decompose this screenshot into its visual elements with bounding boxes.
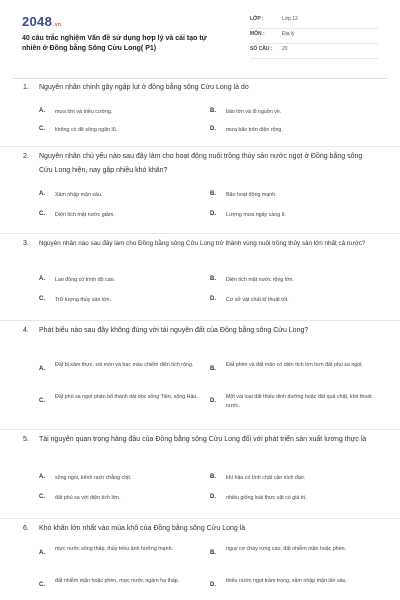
option-c[interactable] — [39, 490, 209, 510]
question-text: Tài nguyên quan trọng hàng đầu của Đồng bằng sông Cửu Long đối với phát triển sản xuất lương thực là — [39, 436, 367, 443]
question-number: 6. — [23, 525, 29, 532]
meta-value-subject: Địa lý — [282, 31, 295, 37]
option-letter: C. — [39, 211, 45, 217]
option-letter: A. — [39, 550, 45, 556]
option-letter: D. — [210, 582, 216, 588]
question-number: 1. — [23, 84, 29, 91]
quiz-meta — [250, 14, 378, 59]
question-text: Nguyên nhân nào sau đây làm cho Đồng bằng sông Cửu Long trở thành vùng nuôi trồng thủy sản lớn nhất cả nước? — [39, 240, 366, 247]
option-text: mực nước sông thấp, thủy triều ảnh hưởng mạnh. — [55, 546, 173, 552]
option-c[interactable] — [39, 122, 209, 142]
question-number: 3. — [23, 240, 29, 247]
option-letter: A. — [39, 108, 45, 114]
question-list — [0, 78, 400, 600]
option-text: Diện tích mặt nước rộng lớn. — [226, 277, 294, 283]
question-number: 2. — [23, 153, 29, 160]
option-c[interactable] — [39, 207, 209, 227]
option-letter: D. — [210, 211, 216, 217]
option-letter: A. — [39, 474, 45, 480]
option-d[interactable] — [210, 292, 380, 312]
option-text: bão lớn và lũ nguồn về. — [226, 109, 282, 115]
page-header — [22, 14, 378, 76]
option-letter: C. — [39, 494, 45, 500]
option-letter: B. — [210, 474, 216, 480]
question-item — [0, 519, 400, 600]
option-a[interactable] — [39, 470, 209, 490]
option-a[interactable] — [39, 541, 209, 567]
option-d[interactable] — [210, 389, 380, 415]
question-item — [0, 234, 400, 321]
question-text: Phát biểu nào sau đây không đúng với tài nguyên đất của Đồng bằng sông Cửu Long? — [39, 327, 309, 334]
meta-row-subject — [250, 29, 378, 44]
option-letter: A. — [39, 276, 45, 282]
question-item — [0, 147, 400, 234]
meta-value-count: 20 — [282, 46, 288, 52]
option-b[interactable] — [210, 104, 380, 124]
option-letter: A. — [39, 366, 45, 372]
option-letter: B. — [210, 191, 216, 197]
meta-value-class: Lớp 12 — [282, 16, 298, 22]
option-a[interactable] — [39, 187, 209, 207]
option-c[interactable] — [39, 389, 209, 415]
option-text: Đất phèn và đất mặn có diện tích lớn hơn đất phù sa ngọt. — [226, 362, 364, 368]
option-c[interactable] — [39, 573, 209, 599]
option-text: nhiều giống loài thực vật có giá trị. — [226, 495, 307, 501]
option-b[interactable] — [210, 357, 380, 383]
meta-label-count: SỐ CÂU : — [250, 46, 273, 52]
option-text: Lượng mưa ngày càng ít. — [226, 212, 287, 218]
option-text: Đất bị xâm thực, xói mòn và bạc màu chiếm diện tích rộng. — [55, 362, 194, 368]
question-number: 4. — [23, 327, 29, 334]
meta-row-count — [250, 44, 378, 59]
option-letter: D. — [210, 296, 216, 302]
option-c[interactable] — [39, 292, 209, 312]
option-b[interactable] — [210, 470, 380, 490]
option-text: Một vài loại đất thiếu dinh dưỡng hoặc đất quá chặt, khó thoát nước. — [226, 394, 372, 409]
quiz-title: 40 câu trắc nghiệm Vấn đề sử dụng hợp lý và cải tạo tự nhiên ở Đồng bằng Sông Cửu Long( P1) — [22, 35, 207, 52]
option-text: đất phù sa với diện tích lớn. — [55, 495, 121, 501]
meta-label-subject: MÔN : — [250, 31, 265, 37]
option-a[interactable] — [39, 357, 209, 383]
option-letter: B. — [210, 550, 216, 556]
option-letter: B. — [210, 108, 216, 114]
option-b[interactable] — [210, 187, 380, 207]
option-letter: A. — [39, 191, 45, 197]
option-letter: B. — [210, 276, 216, 282]
question-item — [0, 78, 400, 147]
option-b[interactable] — [210, 272, 380, 292]
option-letter: D. — [210, 398, 216, 404]
option-d[interactable] — [210, 122, 380, 142]
option-letter: C. — [39, 582, 45, 588]
option-d[interactable] — [210, 207, 380, 227]
option-text: Diện tích mặt nước giảm. — [55, 212, 115, 218]
option-text: không có đê sông ngăn lũ. — [55, 127, 118, 133]
option-letter: D. — [210, 126, 216, 132]
question-item — [0, 430, 400, 519]
option-d[interactable] — [210, 490, 380, 510]
question-text: Khó khăn lớn nhất vào mùa khô của Đồng bằng sông Cửu Long là — [39, 525, 246, 532]
option-text: sông ngòi, kênh rạch chằng chịt. — [55, 475, 132, 481]
option-letter: B. — [210, 366, 216, 372]
option-letter: D. — [210, 494, 216, 500]
question-text: Nguyên nhân chủ yếu nào sau đây làm cho hoạt động nuôi trồng thủy sản nước ngọt ở Đồng bằng sông Cửu Long hiện, nay gặp nhiều khó khăn? — [39, 153, 363, 174]
question-text: Nguyên nhân chính gây ngập lụt ở đồng bằng sông Cửu Long là do — [39, 84, 249, 91]
option-letter: C. — [39, 398, 45, 404]
option-text: mưa bão trên diện rộng. — [226, 127, 283, 133]
option-text: Cơ sở vật chất kĩ thuật tốt. — [226, 297, 289, 303]
option-a[interactable] — [39, 272, 209, 292]
brand-name: 2048 — [22, 14, 53, 29]
option-d[interactable] — [210, 573, 380, 599]
option-text: Bão hoạt động mạnh. — [226, 192, 277, 198]
question-item — [0, 321, 400, 430]
option-letter: C. — [39, 126, 45, 132]
option-text: nguy cơ cháy rừng cao, đất nhiễm mặn hoặc phèn. — [226, 546, 347, 552]
option-text: Xâm nhập mặn sâu. — [55, 192, 103, 198]
option-text: Đất phù sa ngọt phân bố thành dải dọc sông Tiền, sông Hậu. — [55, 394, 198, 400]
question-number: 5. — [23, 436, 29, 443]
option-a[interactable] — [39, 104, 209, 124]
option-text: Trữ lượng thủy sản lớn. — [55, 297, 111, 303]
option-b[interactable] — [210, 541, 380, 567]
meta-row-class — [250, 14, 378, 29]
option-text: đất nhiễm mặn hoặc phèn, mực nước ngầm hạ thấp. — [55, 578, 180, 584]
site-logo[interactable] — [22, 14, 61, 29]
option-text: thiếu nước ngọt trầm trọng, xâm nhập mặn lấn sâu. — [226, 578, 347, 584]
option-text: mưa lớn và triều cường. — [55, 109, 113, 115]
option-text: khí hậu có tính chất cận xích đạo. — [226, 475, 306, 481]
meta-label-class: LỚP : — [250, 16, 264, 22]
option-text: Lao động có trình độ cao. — [55, 277, 116, 283]
option-letter: C. — [39, 296, 45, 302]
brand-suffix: .vn — [53, 22, 62, 28]
